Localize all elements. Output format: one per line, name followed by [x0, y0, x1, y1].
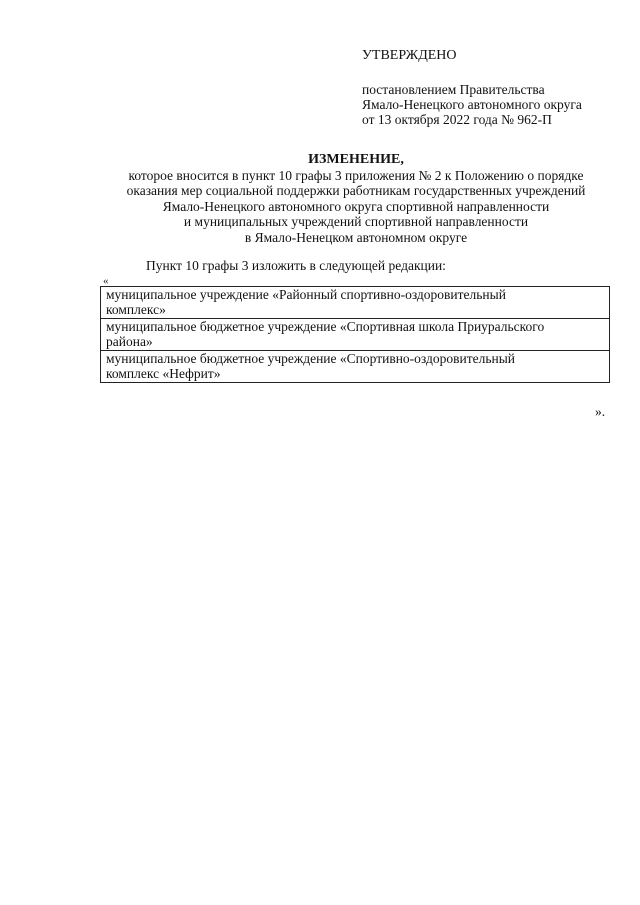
table-cell-line: муниципальное учреждение «Районный спортивно-оздоровительный [106, 287, 506, 302]
document-subtitle-line-5: в Ямало-Ненецком автономном округе [244, 229, 468, 245]
table-row [101, 351, 610, 383]
document-subtitle-line-2: оказания мер социальной поддержки работникам государственных учреждений [126, 183, 586, 198]
document-subtitle-line-1: которое вносится в пункт 10 графы 3 приложения № 2 к Положению о порядке [128, 167, 584, 183]
opening-quote: « [103, 275, 109, 287]
table-cell-line: комплекс «Нефрит» [106, 365, 221, 381]
approval-line-3: от 13 октября 2022 года № 962-П [362, 112, 552, 127]
approval-line-1: постановлением Правительства [362, 82, 545, 97]
approval-line-2: Ямало-Ненецкого автономного округа [362, 97, 582, 112]
approval-title: УТВЕРЖДЕНО [362, 48, 457, 63]
document-heading: ИЗМЕНЕНИЕ, [308, 152, 404, 167]
table-cell [101, 319, 610, 351]
table-cell-line: муниципальное бюджетное учреждение «Спортивно-оздоровительный [106, 351, 516, 366]
closing-quote: ». [595, 404, 606, 419]
table-row [101, 319, 610, 351]
table-cell-line: района» [106, 333, 153, 349]
document-subtitle-line-3: Ямало-Ненецкого автономного округа спортивной направленности [162, 198, 550, 214]
changes-table [100, 286, 610, 383]
table-cell-line: муниципальное бюджетное учреждение «Спортивная школа Приуральского [106, 319, 545, 334]
table-row [101, 287, 610, 319]
table-cell-line: комплекс» [106, 301, 166, 317]
approval-block [362, 48, 632, 127]
lead-paragraph: Пункт 10 графы 3 изложить в следующей редакции: [146, 258, 446, 273]
document-title-block [86, 152, 626, 245]
table-cell [101, 287, 610, 319]
table-cell [101, 351, 610, 383]
document-subtitle-line-4: и муниципальных учреждений спортивной направленности [183, 214, 529, 229]
